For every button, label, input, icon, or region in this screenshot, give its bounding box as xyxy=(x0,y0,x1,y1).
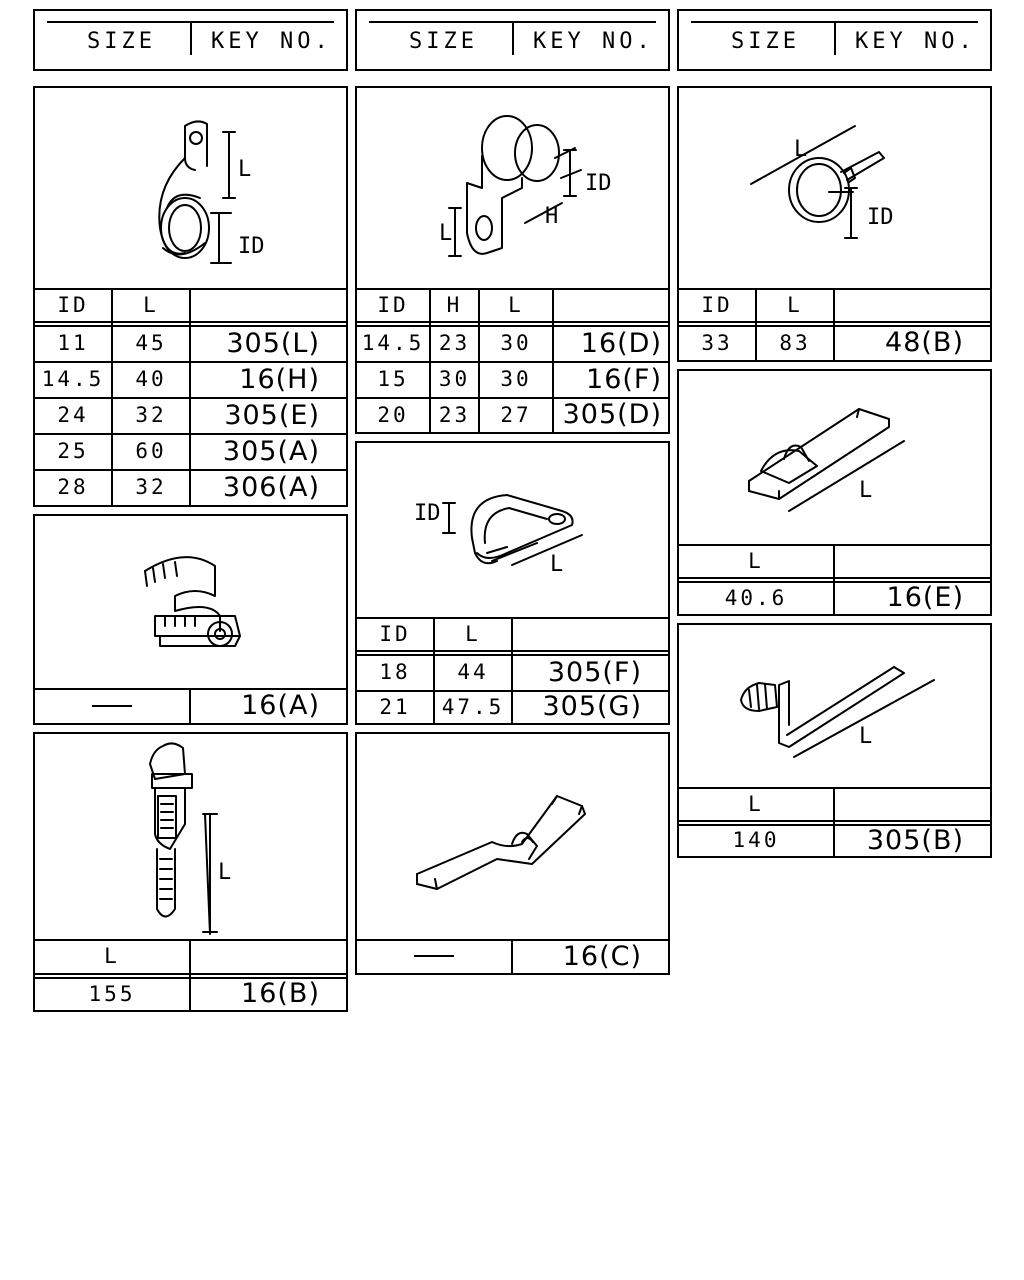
key-number: 16(H) xyxy=(239,363,320,395)
part-clip-a xyxy=(33,514,348,725)
key-label: KEY NO. xyxy=(211,29,332,54)
clip-d-drawing xyxy=(357,88,668,288)
dim-l: L xyxy=(794,137,808,162)
dim-h: H xyxy=(545,204,559,229)
dim-l: L xyxy=(859,724,873,749)
clip-f-drawing xyxy=(357,443,668,617)
key-number: 305(G) xyxy=(542,691,642,722)
dim-l: L xyxy=(218,860,232,885)
part-clip-b xyxy=(33,732,348,1012)
dim-l: L xyxy=(550,552,564,577)
table-row: 11 45 305(L) xyxy=(35,325,346,361)
col-id: ID xyxy=(377,292,409,317)
key-label: KEY NO. xyxy=(855,29,976,54)
col-id: ID xyxy=(379,621,411,646)
header-col-2 xyxy=(355,9,670,71)
size-value: 155 xyxy=(88,981,136,1006)
col-l: L xyxy=(465,621,481,646)
table-row: 14.5 40 16(H) xyxy=(35,361,346,397)
part-clip-e xyxy=(677,369,992,616)
part-band-b xyxy=(677,86,992,362)
header-col-3 xyxy=(677,9,992,71)
part-clip-f xyxy=(355,441,670,725)
table-row: 14.5 23 30 16(D) xyxy=(357,325,668,361)
key-number: 48(B) xyxy=(885,327,964,358)
dim-id: ID xyxy=(238,234,265,259)
table-row: 24 32 305(E) xyxy=(35,397,346,433)
dim-id: ID xyxy=(867,205,894,230)
key-number: 305(A) xyxy=(222,435,320,467)
part-clip-d xyxy=(355,86,670,434)
clip-l-drawing xyxy=(35,88,346,288)
part-clip-l xyxy=(33,86,348,507)
col-l: L xyxy=(143,292,159,317)
size-label: SIZE xyxy=(731,29,800,54)
size-label: SIZE xyxy=(87,29,156,54)
key-number: 16(F) xyxy=(586,363,662,395)
col-l: L xyxy=(508,292,524,317)
col-l: L xyxy=(748,791,764,816)
col-l: L xyxy=(104,944,120,968)
table-row: 21 47.5 305(G) xyxy=(357,690,668,723)
dim-l: L xyxy=(238,157,252,182)
key-number: 16(D) xyxy=(580,327,662,359)
no-size-dash xyxy=(35,688,189,723)
key-number: 16(B) xyxy=(241,978,320,1009)
table-row: 25 60 305(A) xyxy=(35,433,346,469)
band-b-drawing xyxy=(679,88,990,288)
key-number: 305(L) xyxy=(226,327,320,359)
key-number: 305(E) xyxy=(224,399,320,431)
no-size-dash xyxy=(357,939,511,973)
dim-l: L xyxy=(859,478,873,503)
table-row: 20 23 27 305(D) xyxy=(357,397,668,432)
clip-a-drawing xyxy=(35,516,346,688)
size-value: 40.6 xyxy=(724,585,788,610)
key-number: 16(C) xyxy=(562,940,642,972)
clip-c-drawing xyxy=(357,734,668,939)
col-id: ID xyxy=(701,292,733,317)
key-number: 16(E) xyxy=(886,582,964,613)
dim-id: ID xyxy=(585,171,612,196)
key-number: 305(B) xyxy=(866,824,964,856)
part-clip-c xyxy=(355,732,670,975)
table-row: 33 83 48(B) xyxy=(679,325,990,360)
key-number: 305(D) xyxy=(562,399,662,430)
table-row: 18 44 305(F) xyxy=(357,654,668,690)
key-number: 306(A) xyxy=(222,471,320,503)
key-label: KEY NO. xyxy=(533,29,654,54)
clip-305b-drawing xyxy=(679,625,990,787)
header-col-1 xyxy=(33,9,348,71)
dim-l: L xyxy=(439,221,453,246)
table-row: 28 32 306(A) xyxy=(35,469,346,505)
col-l: L xyxy=(787,292,803,317)
table-row: 15 30 30 16(F) xyxy=(357,361,668,397)
size-value: 140 xyxy=(732,828,780,852)
dim-id: ID xyxy=(414,501,441,526)
col-l: L xyxy=(748,548,764,573)
col-id: ID xyxy=(57,292,89,317)
size-label: SIZE xyxy=(409,29,478,54)
col-h: H xyxy=(446,292,463,317)
key-number: 16(A) xyxy=(241,690,320,721)
clip-b-drawing xyxy=(35,734,346,939)
clip-e-drawing xyxy=(679,371,990,544)
key-number: 305(F) xyxy=(547,656,642,688)
part-clip-305b xyxy=(677,623,992,858)
